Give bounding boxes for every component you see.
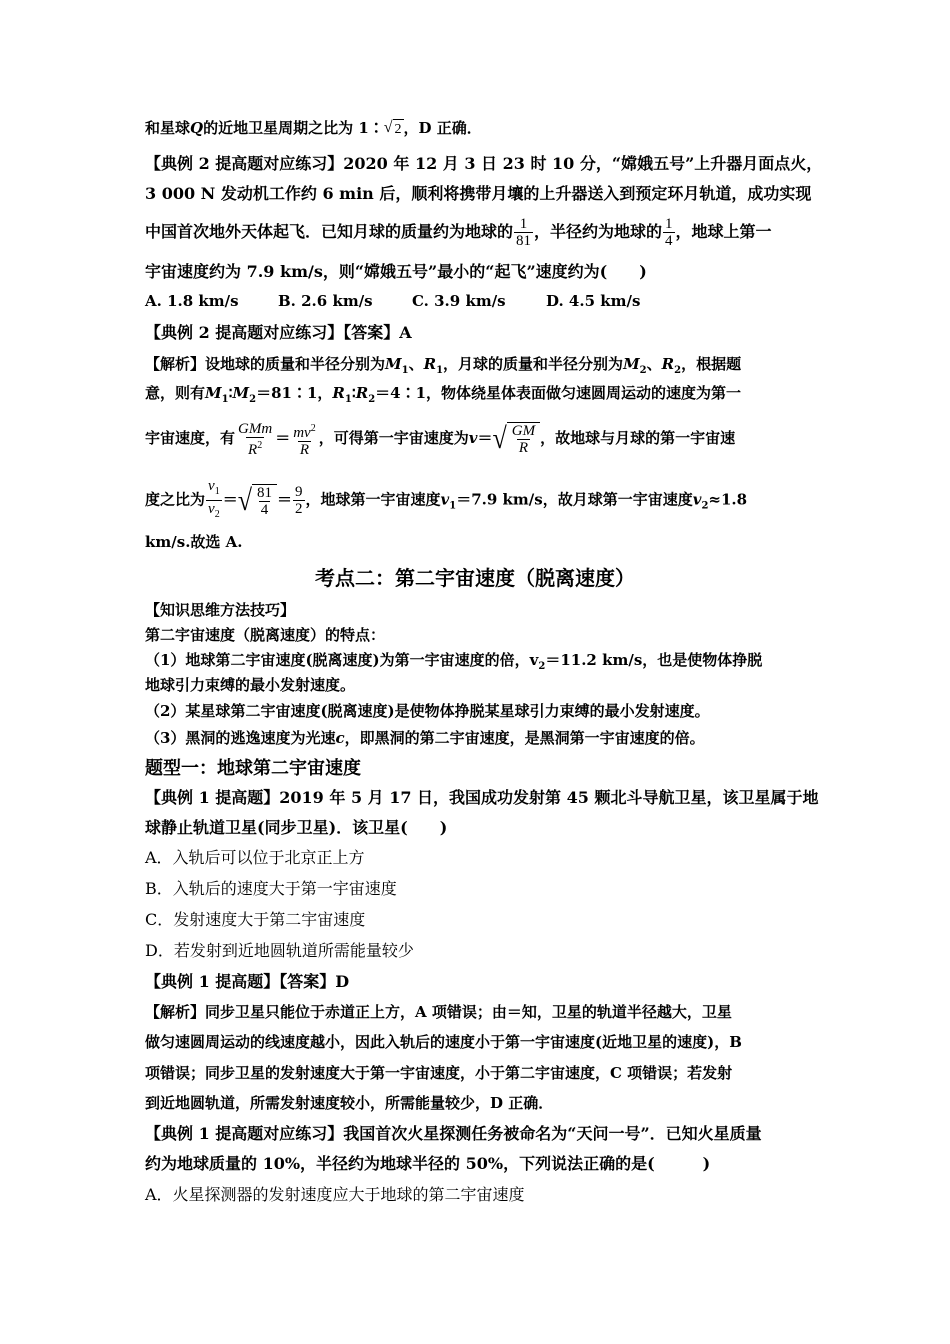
text: 中国首次地外天体起飞．已知月球的质量约为地球的 xyxy=(145,222,514,241)
question-line: 3 000 N 发动机工作约 6 min 后，顺利将携带月壤的上升器送入到预定环月轨道，成功实现 xyxy=(145,184,812,203)
option-a: A．入轨后可以位于北京正上方 xyxy=(145,848,365,867)
option-c: C. 3.9 km/s xyxy=(412,292,506,310)
text: ，D 正确． xyxy=(403,119,482,137)
fraction: $\frac{1}{81}$ xyxy=(516,216,532,249)
option-c: C．发射速度大于第二宇宙速度 xyxy=(145,910,366,929)
analysis-line: 宇宙速度，有 $\frac{\text{GMm}}{R^2}$ ＝ $\frac{mv^2}{R}$ ，可得第一宇宙速度为v＝ √ $\frac{GM}{R}$ ，故地球与月球的第一宇宙速 xyxy=(145,420,736,458)
type-heading: 题型一：地球第二宇宙速度 xyxy=(145,758,361,779)
analysis-line: 意，则有$M_1∶M_2=81∶1$，$R_1∶R_2=4∶1$，物体绕星体表面做匀速圆周运动的速度为第一 xyxy=(145,384,742,405)
tips-heading: 【知识思维方法技巧】 xyxy=(145,601,296,619)
symbol-q: Q xyxy=(190,119,204,137)
question-line: 【典例 1 提高题】2019 年 5 月 17 日，我国成功发射第 45 颗北斗导航卫星，该卫星属于地 xyxy=(145,788,819,807)
section-title: 考点二：第二宇宙速度（脱离速度） xyxy=(315,566,635,590)
text-line: （2）某星球第二宇宙速度(脱离速度)是使物体挣脱某星球引力束缚的最小发射速度。 xyxy=(145,702,710,720)
analysis-line: 到近地圆轨道，所需发射速度较小，所需能量较少，D 正确． xyxy=(145,1094,554,1112)
analysis-line: 项错误；同步卫星的发射速度大于第一宇宙速度，小于第二宇宙速度，C 项错误；若发射 xyxy=(145,1064,733,1082)
option-a: A. 1.8 km/s xyxy=(145,292,239,310)
question-line: 宇宙速度约为 7.9 km/s，则“嫦娥五号”最小的“起飞”速度约为( ) xyxy=(145,262,647,281)
sqrt-symbol: √ $\frac{GM}{R}$ xyxy=(492,422,540,456)
analysis-line: km/s.故选 A. xyxy=(145,533,243,551)
analysis-line: 【解析】设地球的质量和半径分别为$M_1$、$R_1$，月球的质量和半径分别为$M_2$、$R_2$，根据题 xyxy=(145,355,742,376)
question-line xyxy=(145,212,772,252)
answer-line: 【典例 2 提高题对应练习】【答案】A xyxy=(145,323,412,342)
answer-line: 【典例 1 提高题】【答案】D xyxy=(145,972,350,991)
analysis-line: 【解析】同步卫星只能位于赤道正上方，A 项错误；由＝知，卫星的轨道半径越大，卫星 xyxy=(145,1003,732,1021)
question-line: 【典例 2 提高题对应练习】2020 年 12 月 3 日 23 时 10 分，“嫦娥五号”上升器月面点火， xyxy=(145,154,823,173)
text: ，半径约为地球的 xyxy=(534,222,663,241)
fraction: $\frac{mv^2}{R}$ xyxy=(293,422,316,458)
question-line: 约为地球质量的 10%，半径约为地球半径的 50%，下列说法正确的是( ) xyxy=(145,1154,711,1173)
option-d: D．若发射到近地圆轨道所需能量较少 xyxy=(145,941,414,960)
fraction: $\frac{9}{2}$ xyxy=(295,484,303,517)
fraction: $\frac{1}{4}$ xyxy=(665,216,673,249)
question-line: 【典例 1 提高题对应练习】我国首次火星探测任务被命名为“天问一号”．已知火星质量 xyxy=(145,1124,762,1143)
fraction: $\frac{\text{GMm}}{R^2}$ xyxy=(238,420,273,458)
sqrt-symbol: √ 2 xyxy=(384,119,404,140)
option-d: D. 4.5 km/s xyxy=(546,292,641,310)
text: 和星球 xyxy=(145,119,191,137)
text: 的近地卫星周期之比为 1∶ xyxy=(203,119,384,137)
option-b: B. 2.6 km/s xyxy=(278,292,373,310)
option-a: A．火星探测器的发射速度应大于地球的第二宇宙速度 xyxy=(145,1185,525,1204)
option-b: B．入轨后的速度大于第一宇宙速度 xyxy=(145,879,397,898)
sqrt-symbol: √ $\frac{81}{4}$ xyxy=(238,484,277,518)
text-line xyxy=(145,118,482,140)
text-line: 地球引力束缚的最小发射速度。 xyxy=(145,676,356,694)
text-line: 第二宇宙速度（脱离速度）的特点： xyxy=(145,626,386,644)
fraction: $\frac{v_1}{v_2}$ xyxy=(206,478,222,523)
text-line: （1）地球第二宇宙速度(脱离速度)为第一宇宙速度的倍，$v_2=11.2$ km/s，也是使物体挣脱 xyxy=(145,651,763,672)
text-line: （3）黑洞的逃逸速度为光速c，即黑洞的第二宇宙速度，是黑洞第一宇宙速度的倍。 xyxy=(145,729,705,747)
question-line: 球静止轨道卫星(同步卫星)．该卫星( ) xyxy=(145,818,448,837)
analysis-line: 做匀速圆周运动的线速度越小，因此入轨后的速度小于第一宇宙速度(近地卫星的速度)，B xyxy=(145,1033,742,1051)
text: ，地球上第一 xyxy=(675,222,772,241)
analysis-line: 度之比为 $\frac{v_1}{v_2}$ ＝ √ $\frac{81}{4}$ ＝ $\frac{9}{2}$ ，地球第一宇宙速度$v_1=7.9$ km/s，故月球第一宇宙速度$v_2\approx 1.8$ xyxy=(145,478,747,527)
